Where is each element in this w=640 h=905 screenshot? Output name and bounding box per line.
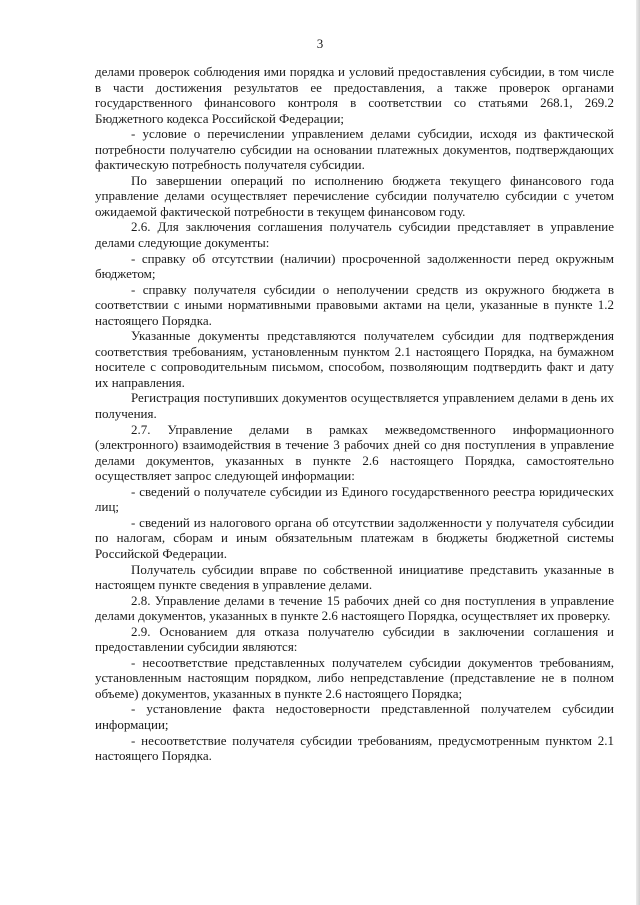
- paragraph-16: - установление факта недостоверности представленной получателем субсидии информации;: [95, 701, 614, 732]
- document-body: [95, 64, 614, 764]
- page-edge-shadow: [636, 0, 640, 905]
- page-number: 3: [316, 36, 324, 51]
- paragraph-7: Указанные документы представляются получателем субсидии для подтверждения соответствия требованиям, установленным пунктом 2.1 настоящего Порядка, на бумажном носителе с сопроводительным письмом, способом, позволяющим подтвердить факт и дату их направления.: [95, 328, 614, 390]
- paragraph-6: - справку получателя субсидии о неполучении средств из окружного бюджета в соответствии с иными нормативными правовыми актами на цели, указанные в пункте 1.2 настоящего Порядка.: [95, 281, 614, 328]
- paragraph-15: - несоответствие представленных получателем субсидии документов требованиям, установленным настоящим порядком, либо непредставление (представление не в полном объеме) документов, указанных в пункте 2.6 настоящего Порядка;: [95, 654, 614, 701]
- paragraph-17: - несоответствие получателя субсидии требованиям, предусмотренным пунктом 2.1 настоящего Порядка.: [95, 732, 614, 764]
- paragraph-2: - условие о перечислении управлением делами субсидии, исходя из фактической потребности получателю субсидии на основании платежных документов, подтверждающих фактическую потребность получателя субсидии.: [95, 126, 614, 173]
- paragraph-14: 2.9. Основанием для отказа получателю субсидии в заключении соглашения и предоставлении субсидии являются:: [95, 623, 614, 655]
- paragraph-13: 2.8. Управление делами в течение 15 рабочих дней со дня поступления в управление делами документов, указанных в пункте 2.6 настоящего Порядка, осуществляет их проверку.: [95, 592, 614, 624]
- paragraph-8: Регистрация поступивших документов осуществляется управлением делами в день их получения.: [95, 390, 614, 422]
- paragraph-4: 2.6. Для заключения соглашения получатель субсидии представляет в управление делами следующие документы:: [95, 219, 614, 251]
- paragraph-11: - сведений из налогового органа об отсутствии задолженности у получателя субсидии по налогам, сборам и иным обязательным платежам в бюджеты бюджетной системы Российской Федерации.: [95, 514, 614, 561]
- paragraph-3: По завершении операций по исполнению бюджета текущего финансового года управление делами осуществляет перечисление субсидии получателю субсидии с учетом ожидаемой фактической потребности в текущем финансовом году.: [95, 172, 614, 219]
- paragraph-9: 2.7. Управление делами в рамках межведомственного информационного (электронного) взаимодействия в течение 3 рабочих дней со дня поступления в управление делами документов, указанных в пункте 2.6 настоящего Порядка, самостоятельно осуществляет запрос следующей информации:: [95, 421, 614, 484]
- paragraph-1: делами проверок соблюдения ими порядка и условий предоставления субсидии, в том числе в части достижения результатов ее предоставления, а также проверок органами государственного финансового контроля в соответствии со статьями 268.1, 269.2 Бюджетного кодекса Российской Федерации;: [95, 64, 614, 126]
- paragraph-5: - справку об отсутствии (наличии) просроченной задолженности перед окружным бюджетом;: [95, 250, 614, 282]
- paragraph-12: Получатель субсидии вправе по собственной инициативе представить указанные в настоящем пункте сведения в управление делами.: [95, 561, 614, 593]
- paragraph-10: - сведений о получателе субсидии из Единого государственного реестра юридических лиц;: [95, 483, 614, 515]
